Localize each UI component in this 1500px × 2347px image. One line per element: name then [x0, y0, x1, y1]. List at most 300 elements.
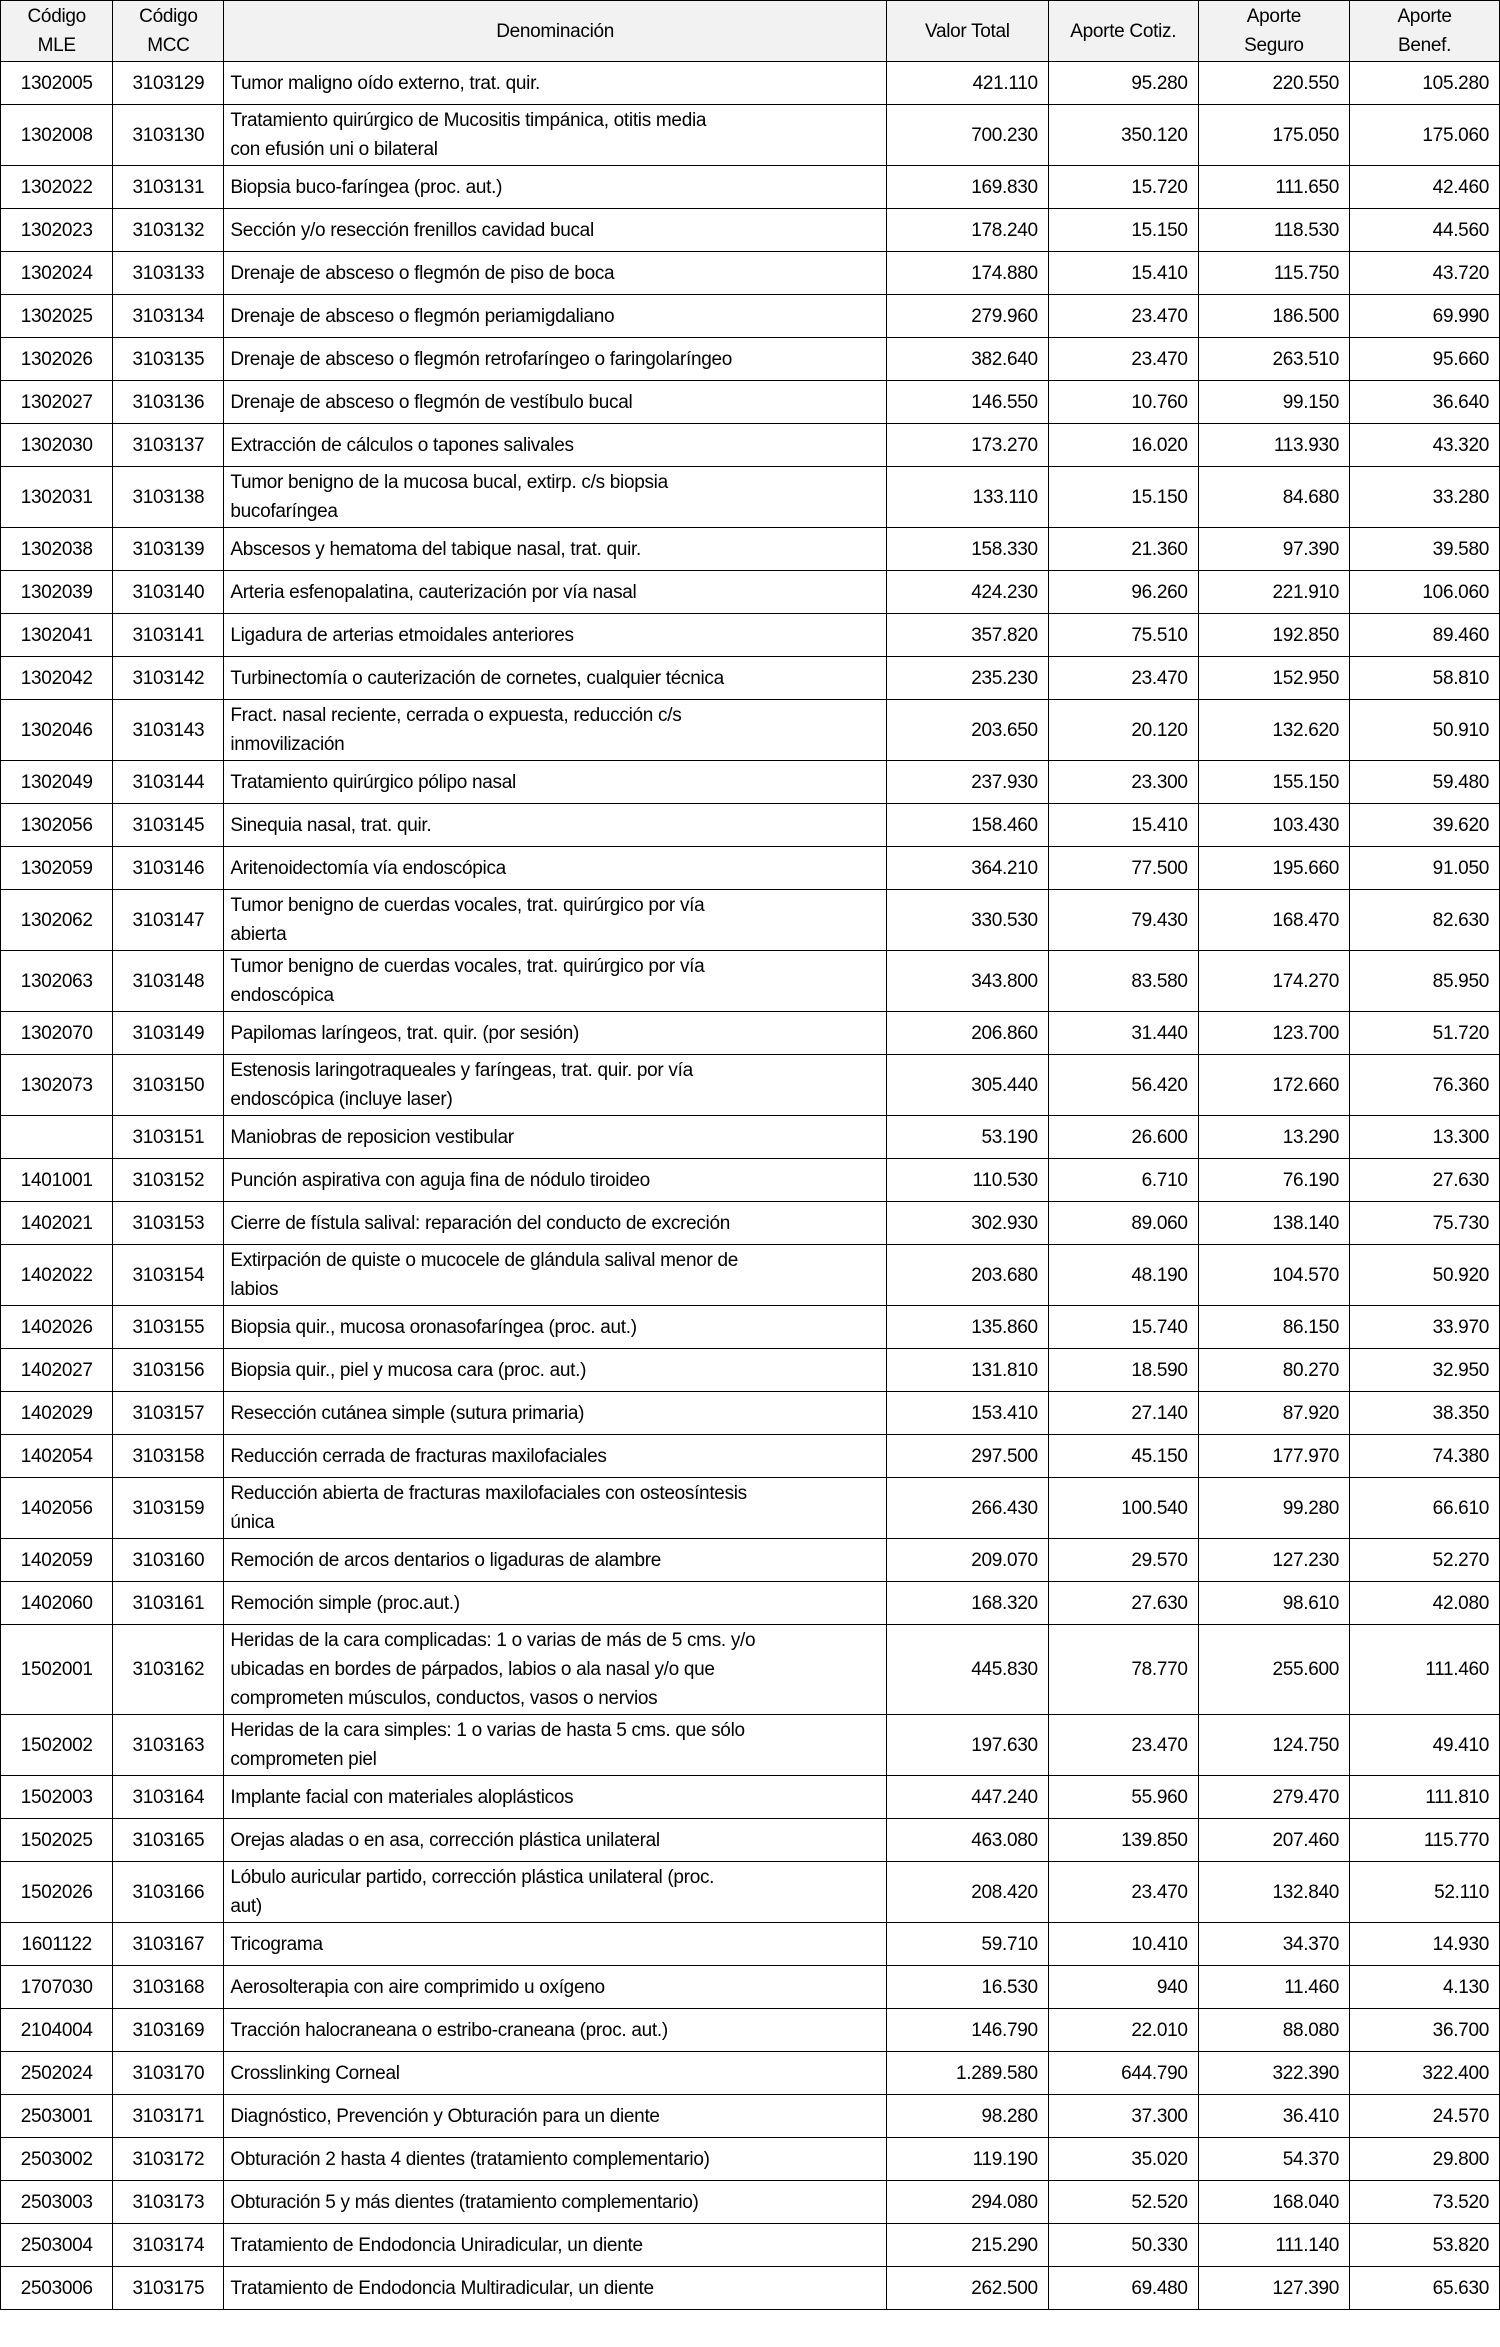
cell-codigo-mcc: 3103149 — [113, 1012, 224, 1055]
cell-aporte-benef: 50.920 — [1350, 1245, 1500, 1306]
cell-aporte-cotiz: 78.770 — [1048, 1625, 1198, 1715]
cell-aporte-seguro: 168.040 — [1198, 2181, 1349, 2224]
table-row — [1, 804, 1500, 847]
cell-codigo-mcc: 3103155 — [113, 1306, 224, 1349]
table-row — [1, 1776, 1500, 1819]
cell-aporte-cotiz: 18.590 — [1048, 1349, 1198, 1392]
cell-codigo-mcc: 3103175 — [113, 2267, 224, 2310]
cell-aporte-benef: 322.400 — [1350, 2052, 1500, 2095]
cell-valor-total: 1.289.580 — [886, 2052, 1048, 2095]
cell-aporte-cotiz: 15.150 — [1048, 209, 1198, 252]
cell-codigo-mcc: 3103161 — [113, 1582, 224, 1625]
cell-codigo-mcc: 3103142 — [113, 657, 224, 700]
cell-denominacion: Papilomas laríngeos, trat. quir. (por sesión) — [224, 1012, 887, 1055]
table-row — [1, 1202, 1500, 1245]
table-row — [1, 2052, 1500, 2095]
cell-aporte-cotiz: 23.300 — [1048, 761, 1198, 804]
cell-denominacion: Extracción de cálculos o tapones salivales — [224, 424, 887, 467]
cell-aporte-seguro: 76.190 — [1198, 1159, 1349, 1202]
cell-aporte-benef: 29.800 — [1350, 2138, 1500, 2181]
table-row — [1, 700, 1500, 761]
cell-denominacion: Ligadura de arterias etmoidales anteriores — [224, 614, 887, 657]
cell-aporte-cotiz: 940 — [1048, 1966, 1198, 2009]
cell-codigo-mle: 1502001 — [1, 1625, 113, 1715]
cell-denominacion: Cierre de fístula salival: reparación del conducto de excreción — [224, 1202, 887, 1245]
cell-aporte-cotiz: 20.120 — [1048, 700, 1198, 761]
cell-codigo-mcc: 3103171 — [113, 2095, 224, 2138]
cell-aporte-benef: 33.280 — [1350, 467, 1500, 528]
table-header-row — [1, 1, 1500, 62]
cell-aporte-cotiz: 15.410 — [1048, 252, 1198, 295]
table-row — [1, 1116, 1500, 1159]
cell-aporte-benef: 111.460 — [1350, 1625, 1500, 1715]
cell-denominacion: Tumor benigno de cuerdas vocales, trat. quirúrgico por vía abierta — [224, 890, 887, 951]
cell-codigo-mle: 1302008 — [1, 105, 113, 166]
cell-codigo-mcc: 3103136 — [113, 381, 224, 424]
cell-codigo-mle: 1302049 — [1, 761, 113, 804]
cell-codigo-mcc: 3103146 — [113, 847, 224, 890]
cell-denominacion: Biopsia quir., mucosa oronasofaríngea (proc. aut.) — [224, 1306, 887, 1349]
cell-valor-total: 206.860 — [886, 1012, 1048, 1055]
cell-codigo-mle: 2503006 — [1, 2267, 113, 2310]
cell-codigo-mle: 2503004 — [1, 2224, 113, 2267]
cell-codigo-mle: 1302031 — [1, 467, 113, 528]
cell-codigo-mcc: 3103163 — [113, 1715, 224, 1776]
cell-denominacion: Tumor maligno oído externo, trat. quir. — [224, 62, 887, 105]
cell-aporte-seguro: 115.750 — [1198, 252, 1349, 295]
cell-aporte-seguro: 103.430 — [1198, 804, 1349, 847]
cell-codigo-mcc: 3103152 — [113, 1159, 224, 1202]
table-row — [1, 1012, 1500, 1055]
cell-aporte-benef: 43.720 — [1350, 252, 1500, 295]
cell-codigo-mle: 1302025 — [1, 295, 113, 338]
cell-codigo-mle: 1302059 — [1, 847, 113, 890]
table-row — [1, 1349, 1500, 1392]
cell-valor-total: 174.880 — [886, 252, 1048, 295]
cell-aporte-benef: 33.970 — [1350, 1306, 1500, 1349]
cell-aporte-cotiz: 95.280 — [1048, 62, 1198, 105]
table-row — [1, 1625, 1500, 1715]
cell-denominacion: Tratamiento quirúrgico de Mucositis timpánica, otitis media con efusión uni o bilateral — [224, 105, 887, 166]
header-valor-total: Valor Total — [886, 1, 1048, 62]
cell-denominacion: Heridas de la cara simples: 1 o varias de hasta 5 cms. que sólo comprometen piel — [224, 1715, 887, 1776]
table-row — [1, 381, 1500, 424]
cell-codigo-mcc: 3103137 — [113, 424, 224, 467]
cell-valor-total: 119.190 — [886, 2138, 1048, 2181]
cell-valor-total: 445.830 — [886, 1625, 1048, 1715]
cell-aporte-benef: 95.660 — [1350, 338, 1500, 381]
cell-aporte-cotiz: 52.520 — [1048, 2181, 1198, 2224]
cell-aporte-benef: 85.950 — [1350, 951, 1500, 1012]
cell-denominacion: Drenaje de absceso o flegmón retrofaríngeo o faringolaríngeo — [224, 338, 887, 381]
cell-aporte-benef: 105.280 — [1350, 62, 1500, 105]
cell-valor-total: 133.110 — [886, 467, 1048, 528]
cell-aporte-benef: 76.360 — [1350, 1055, 1500, 1116]
cell-aporte-seguro: 174.270 — [1198, 951, 1349, 1012]
cell-valor-total: 421.110 — [886, 62, 1048, 105]
cell-valor-total: 382.640 — [886, 338, 1048, 381]
cell-aporte-seguro: 113.930 — [1198, 424, 1349, 467]
cell-valor-total: 447.240 — [886, 1776, 1048, 1819]
cell-codigo-mcc: 3103148 — [113, 951, 224, 1012]
cell-codigo-mle: 1402026 — [1, 1306, 113, 1349]
cell-codigo-mle — [1, 1116, 113, 1159]
cell-aporte-benef: 91.050 — [1350, 847, 1500, 890]
cell-aporte-benef: 39.580 — [1350, 528, 1500, 571]
cell-codigo-mcc: 3103138 — [113, 467, 224, 528]
cell-aporte-cotiz: 27.140 — [1048, 1392, 1198, 1435]
cell-denominacion: Orejas aladas o en asa, corrección plástica unilateral — [224, 1819, 887, 1862]
cell-aporte-cotiz: 50.330 — [1048, 2224, 1198, 2267]
cell-aporte-benef: 65.630 — [1350, 2267, 1500, 2310]
cell-codigo-mle: 1302039 — [1, 571, 113, 614]
cell-aporte-cotiz: 35.020 — [1048, 2138, 1198, 2181]
cell-aporte-cotiz: 45.150 — [1048, 1435, 1198, 1478]
cell-aporte-benef: 115.770 — [1350, 1819, 1500, 1862]
cell-codigo-mle: 1707030 — [1, 1966, 113, 2009]
cell-aporte-seguro: 97.390 — [1198, 528, 1349, 571]
cell-aporte-benef: 106.060 — [1350, 571, 1500, 614]
cell-aporte-benef: 111.810 — [1350, 1776, 1500, 1819]
cell-aporte-cotiz: 139.850 — [1048, 1819, 1198, 1862]
header-aporte-seguro: Aporte Seguro — [1198, 1, 1349, 62]
cell-valor-total: 203.650 — [886, 700, 1048, 761]
cell-codigo-mcc: 3103144 — [113, 761, 224, 804]
cell-valor-total: 364.210 — [886, 847, 1048, 890]
cell-aporte-benef: 38.350 — [1350, 1392, 1500, 1435]
cell-codigo-mle: 2503002 — [1, 2138, 113, 2181]
cell-aporte-seguro: 80.270 — [1198, 1349, 1349, 1392]
cell-codigo-mle: 2502024 — [1, 2052, 113, 2095]
cell-codigo-mcc: 3103133 — [113, 252, 224, 295]
cell-valor-total: 302.930 — [886, 1202, 1048, 1245]
table-row — [1, 338, 1500, 381]
cell-aporte-seguro: 152.950 — [1198, 657, 1349, 700]
cell-codigo-mle: 1402021 — [1, 1202, 113, 1245]
cell-valor-total: 235.230 — [886, 657, 1048, 700]
cell-codigo-mcc: 3103140 — [113, 571, 224, 614]
cell-codigo-mle: 1302056 — [1, 804, 113, 847]
cell-aporte-cotiz: 10.410 — [1048, 1923, 1198, 1966]
cell-codigo-mle: 1302070 — [1, 1012, 113, 1055]
cell-denominacion: Tumor benigno de cuerdas vocales, trat. quirúrgico por vía endoscópica — [224, 951, 887, 1012]
table-row — [1, 2009, 1500, 2052]
cell-denominacion: Diagnóstico, Prevención y Obturación para un diente — [224, 2095, 887, 2138]
table-row — [1, 951, 1500, 1012]
cell-codigo-mcc: 3103131 — [113, 166, 224, 209]
cell-valor-total: 197.630 — [886, 1715, 1048, 1776]
cell-aporte-benef: 14.930 — [1350, 1923, 1500, 1966]
cell-valor-total: 98.280 — [886, 2095, 1048, 2138]
table-row — [1, 166, 1500, 209]
cell-denominacion: Tricograma — [224, 1923, 887, 1966]
cell-codigo-mcc: 3103157 — [113, 1392, 224, 1435]
cell-codigo-mle: 1302030 — [1, 424, 113, 467]
table-row — [1, 1539, 1500, 1582]
cell-codigo-mle: 1302063 — [1, 951, 113, 1012]
cell-codigo-mcc: 3103167 — [113, 1923, 224, 1966]
cell-codigo-mle: 1302038 — [1, 528, 113, 571]
cell-valor-total: 297.500 — [886, 1435, 1048, 1478]
cell-codigo-mle: 1601122 — [1, 1923, 113, 1966]
cell-codigo-mcc: 3103141 — [113, 614, 224, 657]
table-row — [1, 847, 1500, 890]
cell-valor-total: 266.430 — [886, 1478, 1048, 1539]
cell-codigo-mcc: 3103168 — [113, 1966, 224, 2009]
cell-codigo-mle: 1302062 — [1, 890, 113, 951]
cell-codigo-mle: 1302027 — [1, 381, 113, 424]
cell-aporte-benef: 32.950 — [1350, 1349, 1500, 1392]
cell-codigo-mcc: 3103170 — [113, 2052, 224, 2095]
table-row — [1, 571, 1500, 614]
cell-aporte-cotiz: 22.010 — [1048, 2009, 1198, 2052]
cell-denominacion: Crosslinking Corneal — [224, 2052, 887, 2095]
cell-valor-total: 59.710 — [886, 1923, 1048, 1966]
cell-aporte-cotiz: 69.480 — [1048, 2267, 1198, 2310]
cell-aporte-seguro: 263.510 — [1198, 338, 1349, 381]
cell-codigo-mcc: 3103151 — [113, 1116, 224, 1159]
table-row — [1, 424, 1500, 467]
cell-denominacion: Biopsia quir., piel y mucosa cara (proc. aut.) — [224, 1349, 887, 1392]
table-row — [1, 1306, 1500, 1349]
cell-valor-total: 330.530 — [886, 890, 1048, 951]
cell-aporte-seguro: 86.150 — [1198, 1306, 1349, 1349]
cell-codigo-mle: 1302023 — [1, 209, 113, 252]
cell-aporte-seguro: 220.550 — [1198, 62, 1349, 105]
cell-valor-total: 168.320 — [886, 1582, 1048, 1625]
cell-aporte-cotiz: 21.360 — [1048, 528, 1198, 571]
cell-codigo-mle: 1401001 — [1, 1159, 113, 1202]
cell-aporte-benef: 13.300 — [1350, 1116, 1500, 1159]
cell-aporte-benef: 52.270 — [1350, 1539, 1500, 1582]
table-row — [1, 1966, 1500, 2009]
cell-denominacion: Implante facial con materiales aloplásticos — [224, 1776, 887, 1819]
cell-aporte-benef: 50.910 — [1350, 700, 1500, 761]
cell-denominacion: Resección cutánea simple (sutura primaria) — [224, 1392, 887, 1435]
cell-aporte-benef: 39.620 — [1350, 804, 1500, 847]
cell-codigo-mcc: 3103143 — [113, 700, 224, 761]
cell-codigo-mcc: 3103159 — [113, 1478, 224, 1539]
cell-codigo-mle: 1302046 — [1, 700, 113, 761]
table-row — [1, 761, 1500, 804]
table-row — [1, 2138, 1500, 2181]
cell-aporte-seguro: 124.750 — [1198, 1715, 1349, 1776]
cell-aporte-seguro: 127.390 — [1198, 2267, 1349, 2310]
cell-aporte-seguro: 98.610 — [1198, 1582, 1349, 1625]
cell-denominacion: Turbinectomía o cauterización de cornetes, cualquier técnica — [224, 657, 887, 700]
cell-aporte-benef: 69.990 — [1350, 295, 1500, 338]
cell-denominacion: Obturación 5 y más dientes (tratamiento complementario) — [224, 2181, 887, 2224]
cell-codigo-mle: 1502026 — [1, 1862, 113, 1923]
table-row — [1, 890, 1500, 951]
cell-valor-total: 357.820 — [886, 614, 1048, 657]
cell-denominacion: Tumor benigno de la mucosa bucal, extirp. c/s biopsia bucofaríngea — [224, 467, 887, 528]
cell-aporte-cotiz: 23.470 — [1048, 1715, 1198, 1776]
cell-denominacion: Sección y/o resección frenillos cavidad bucal — [224, 209, 887, 252]
cell-valor-total: 158.460 — [886, 804, 1048, 847]
table-row — [1, 1715, 1500, 1776]
cell-aporte-benef: 24.570 — [1350, 2095, 1500, 2138]
cell-aporte-cotiz: 83.580 — [1048, 951, 1198, 1012]
table-row — [1, 2267, 1500, 2310]
cell-denominacion: Tracción halocraneana o estribo-craneana (proc. aut.) — [224, 2009, 887, 2052]
table-row — [1, 295, 1500, 338]
cell-denominacion: Remoción simple (proc.aut.) — [224, 1582, 887, 1625]
cell-aporte-benef: 36.640 — [1350, 381, 1500, 424]
cell-aporte-cotiz: 100.540 — [1048, 1478, 1198, 1539]
cell-aporte-cotiz: 23.470 — [1048, 657, 1198, 700]
cell-codigo-mle: 1302026 — [1, 338, 113, 381]
cell-aporte-seguro: 111.650 — [1198, 166, 1349, 209]
cell-aporte-benef: 51.720 — [1350, 1012, 1500, 1055]
cell-aporte-benef: 4.130 — [1350, 1966, 1500, 2009]
table-row — [1, 1435, 1500, 1478]
cell-aporte-cotiz: 27.630 — [1048, 1582, 1198, 1625]
cell-codigo-mcc: 3103162 — [113, 1625, 224, 1715]
cell-denominacion: Fract. nasal reciente, cerrada o expuesta, reducción c/s inmovilización — [224, 700, 887, 761]
cell-aporte-cotiz: 23.470 — [1048, 338, 1198, 381]
cell-codigo-mcc: 3103172 — [113, 2138, 224, 2181]
cell-aporte-cotiz: 15.720 — [1048, 166, 1198, 209]
cell-aporte-seguro: 138.140 — [1198, 1202, 1349, 1245]
cell-denominacion: Obturación 2 hasta 4 dientes (tratamiento complementario) — [224, 2138, 887, 2181]
cell-aporte-benef: 82.630 — [1350, 890, 1500, 951]
cell-denominacion: Extirpación de quiste o mucocele de glándula salival menor de labios — [224, 1245, 887, 1306]
cell-aporte-cotiz: 79.430 — [1048, 890, 1198, 951]
header-aporte-cotiz: Aporte Cotiz. — [1048, 1, 1198, 62]
table-row — [1, 1923, 1500, 1966]
cell-aporte-seguro: 155.150 — [1198, 761, 1349, 804]
table-row — [1, 2224, 1500, 2267]
cell-valor-total: 700.230 — [886, 105, 1048, 166]
cell-aporte-benef: 66.610 — [1350, 1478, 1500, 1539]
cell-valor-total: 262.500 — [886, 2267, 1048, 2310]
cell-aporte-cotiz: 55.960 — [1048, 1776, 1198, 1819]
cell-aporte-seguro: 84.680 — [1198, 467, 1349, 528]
cell-aporte-cotiz: 23.470 — [1048, 1862, 1198, 1923]
cell-codigo-mcc: 3103173 — [113, 2181, 224, 2224]
cell-denominacion: Punción aspirativa con aguja fina de nódulo tiroideo — [224, 1159, 887, 1202]
cell-valor-total: 463.080 — [886, 1819, 1048, 1862]
cell-denominacion: Drenaje de absceso o flegmón de piso de boca — [224, 252, 887, 295]
cell-codigo-mle: 1402029 — [1, 1392, 113, 1435]
cell-aporte-seguro: 99.280 — [1198, 1478, 1349, 1539]
cell-valor-total: 110.530 — [886, 1159, 1048, 1202]
cell-valor-total: 237.930 — [886, 761, 1048, 804]
cell-aporte-benef: 27.630 — [1350, 1159, 1500, 1202]
cell-aporte-benef: 58.810 — [1350, 657, 1500, 700]
cell-codigo-mle: 2104004 — [1, 2009, 113, 2052]
cell-denominacion: Reducción abierta de fracturas maxilofaciales con osteosíntesis única — [224, 1478, 887, 1539]
cell-codigo-mcc: 3103134 — [113, 295, 224, 338]
cell-aporte-benef: 44.560 — [1350, 209, 1500, 252]
cell-denominacion: Reducción cerrada de fracturas maxilofaciales — [224, 1435, 887, 1478]
table-row — [1, 209, 1500, 252]
cell-codigo-mle: 1302073 — [1, 1055, 113, 1116]
table-row — [1, 1245, 1500, 1306]
cell-aporte-seguro: 175.050 — [1198, 105, 1349, 166]
table-row — [1, 252, 1500, 295]
table-row — [1, 1392, 1500, 1435]
cell-aporte-cotiz: 23.470 — [1048, 295, 1198, 338]
cell-denominacion: Drenaje de absceso o flegmón de vestíbulo bucal — [224, 381, 887, 424]
table-row — [1, 657, 1500, 700]
cell-aporte-seguro: 88.080 — [1198, 2009, 1349, 2052]
cell-aporte-seguro: 195.660 — [1198, 847, 1349, 890]
cell-valor-total: 135.860 — [886, 1306, 1048, 1349]
cell-aporte-seguro: 192.850 — [1198, 614, 1349, 657]
cell-codigo-mcc: 3103169 — [113, 2009, 224, 2052]
cell-aporte-seguro: 111.140 — [1198, 2224, 1349, 2267]
cell-denominacion: Tratamiento quirúrgico pólipo nasal — [224, 761, 887, 804]
cell-codigo-mle: 1402056 — [1, 1478, 113, 1539]
cell-aporte-cotiz: 15.150 — [1048, 467, 1198, 528]
cell-codigo-mle: 1302024 — [1, 252, 113, 295]
cell-aporte-benef: 43.320 — [1350, 424, 1500, 467]
cell-aporte-seguro: 172.660 — [1198, 1055, 1349, 1116]
cell-codigo-mcc: 3103130 — [113, 105, 224, 166]
cell-codigo-mle: 1302022 — [1, 166, 113, 209]
cell-denominacion: Remoción de arcos dentarios o ligaduras de alambre — [224, 1539, 887, 1582]
table-row — [1, 1582, 1500, 1625]
cell-aporte-benef: 36.700 — [1350, 2009, 1500, 2052]
cell-aporte-cotiz: 350.120 — [1048, 105, 1198, 166]
cell-codigo-mcc: 3103135 — [113, 338, 224, 381]
cell-valor-total: 16.530 — [886, 1966, 1048, 2009]
cell-aporte-seguro: 118.530 — [1198, 209, 1349, 252]
cell-aporte-cotiz: 16.020 — [1048, 424, 1198, 467]
cell-codigo-mcc: 3103174 — [113, 2224, 224, 2267]
cell-codigo-mcc: 3103165 — [113, 1819, 224, 1862]
cell-aporte-seguro: 177.970 — [1198, 1435, 1349, 1478]
cell-codigo-mle: 1402060 — [1, 1582, 113, 1625]
cell-denominacion: Abscesos y hematoma del tabique nasal, trat. quir. — [224, 528, 887, 571]
cell-valor-total: 53.190 — [886, 1116, 1048, 1159]
cell-aporte-cotiz: 77.500 — [1048, 847, 1198, 890]
table-row — [1, 467, 1500, 528]
cell-valor-total: 158.330 — [886, 528, 1048, 571]
cell-aporte-benef: 175.060 — [1350, 105, 1500, 166]
header-aporte-benef: Aporte Benef. — [1350, 1, 1500, 62]
header-denominacion: Denominación — [224, 1, 887, 62]
cell-aporte-cotiz: 15.410 — [1048, 804, 1198, 847]
cell-denominacion: Estenosis laringotraqueales y faríngeas, trat. quir. por vía endoscópica (incluye laser) — [224, 1055, 887, 1116]
cell-aporte-seguro: 255.600 — [1198, 1625, 1349, 1715]
cell-valor-total: 294.080 — [886, 2181, 1048, 2224]
cell-codigo-mle: 1402054 — [1, 1435, 113, 1478]
header-codigo-mcc: Código MCC — [113, 1, 224, 62]
cell-aporte-seguro: 11.460 — [1198, 1966, 1349, 2009]
cell-aporte-cotiz: 89.060 — [1048, 1202, 1198, 1245]
table-row — [1, 2095, 1500, 2138]
cell-aporte-seguro: 207.460 — [1198, 1819, 1349, 1862]
cell-denominacion: Arteria esfenopalatina, cauterización por vía nasal — [224, 571, 887, 614]
cell-valor-total: 146.790 — [886, 2009, 1048, 2052]
cell-codigo-mcc: 3103147 — [113, 890, 224, 951]
cell-aporte-seguro: 87.920 — [1198, 1392, 1349, 1435]
cell-denominacion: Sinequia nasal, trat. quir. — [224, 804, 887, 847]
cell-codigo-mle: 2503003 — [1, 2181, 113, 2224]
cell-aporte-benef: 53.820 — [1350, 2224, 1500, 2267]
cell-valor-total: 173.270 — [886, 424, 1048, 467]
header-codigo-mle: Código MLE — [1, 1, 113, 62]
cell-codigo-mle: 1302005 — [1, 62, 113, 105]
cell-aporte-seguro: 104.570 — [1198, 1245, 1349, 1306]
cell-codigo-mle: 1502002 — [1, 1715, 113, 1776]
cell-codigo-mcc: 3103150 — [113, 1055, 224, 1116]
table-row — [1, 528, 1500, 571]
cell-aporte-seguro: 127.230 — [1198, 1539, 1349, 1582]
